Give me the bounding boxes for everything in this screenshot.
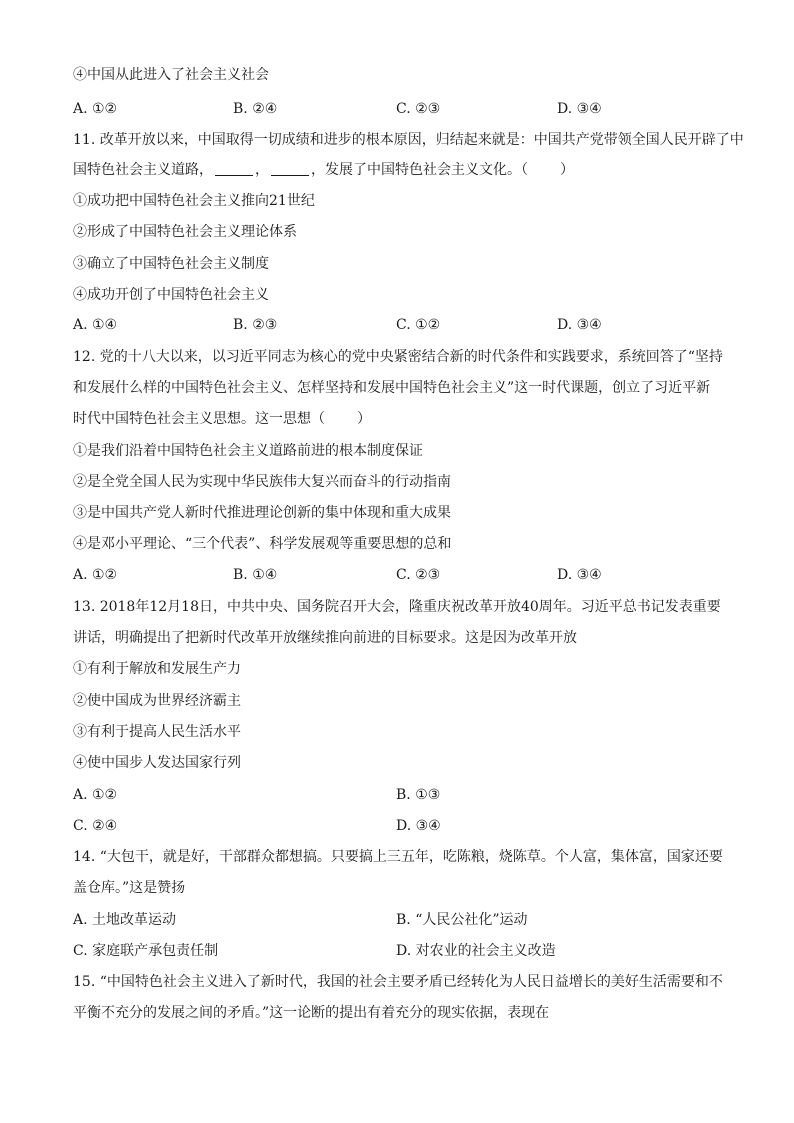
statement: ④是邓小平理论、“三个代表”、科学发展观等重要思想的总和	[73, 536, 452, 552]
question-15-stem-cont: 平衡不充分的发展之间的矛盾。”这一论断的提出有着充分的现实依据，表现在	[73, 1005, 550, 1021]
option-a: A. ①②	[73, 787, 118, 803]
option-c: C. ①②	[396, 317, 441, 333]
statement: ①成功把中国特色社会主义推向21世纪	[73, 193, 315, 209]
option-a: A. ①④	[73, 317, 118, 333]
answer-blank	[271, 161, 309, 176]
option-c: C. ②④	[73, 818, 118, 834]
statement: ①是我们沿着中国特色社会主义道路前进的根本制度保证	[73, 443, 423, 459]
option-d: D. ③④	[557, 317, 602, 333]
stem-text: 时代中国特色社会主义思想。这一思想（	[73, 411, 325, 427]
stem-text: ）	[357, 411, 371, 427]
option-c: C. ②③	[396, 101, 441, 117]
option-c: C. 家庭联产承包责任制	[73, 943, 219, 959]
stem-text: 国特色社会主义道路，	[73, 162, 213, 178]
statement: ②是全党全国人民为实现中华民族伟大复兴而奋斗的行动指南	[73, 474, 451, 490]
statement: ②形成了中国特色社会主义理论体系	[73, 224, 297, 240]
stem-text: ，发展了中国特色社会主义文化。（	[311, 162, 528, 178]
option-b: B. ①③	[396, 787, 441, 803]
option-d: D. ③④	[557, 101, 602, 117]
statement: ①有利于解放和发展生产力	[73, 661, 241, 677]
statement: ④使中国步人发达国家行列	[73, 755, 241, 771]
option-b: B. ②④	[233, 101, 278, 117]
question-11-stem-cont	[73, 161, 733, 179]
question-14-stem-cont: 盖仓库。”这是赞扬	[73, 880, 186, 896]
question-12-stem: 12. 党的十八大以来，以习近平同志为核心的党中央紧密结合新的时代条件和实践要求，系统回答了“坚持	[73, 349, 723, 365]
question-11-stem: 11. 改革开放以来，中国取得一切成绩和进步的根本原因，归结起来就是：中国共产党带领全国人民开辟了中	[73, 132, 744, 148]
question-15-stem: 15. “中国特色社会主义进入了新时代，我国的社会主要矛盾已经转化为人民日益增长的美好生活需要和不	[73, 974, 723, 990]
option-c: C. ②③	[396, 567, 441, 583]
question-12-stem-cont: 和发展什么样的中国特色社会主义、怎样坚持和发展中国特色社会主义”这一时代课题，创立了习近平新	[73, 380, 711, 396]
question-12-stem-cont	[73, 410, 733, 428]
option-d: D. 对农业的社会主义改造	[396, 943, 556, 959]
option-d: D. ③④	[396, 818, 441, 834]
option-a: A. ①②	[73, 101, 118, 117]
option-a: A. 土地改革运动	[73, 912, 177, 928]
question-13-stem: 13. 2018年12月18日，中共中央、国务院召开大会，隆重庆祝改革开放40周年。习近平总书记发表重要	[73, 599, 721, 615]
question-13-stem-cont: 讲话，明确提出了把新时代改革开放继续推向前进的目标要求。这是因为改革开放	[73, 630, 577, 646]
statement: ③有利于提高人民生活水平	[73, 724, 241, 740]
stem-text: ，	[255, 162, 269, 178]
statement: ④成功开创了中国特色社会主义	[73, 287, 269, 303]
option-b: B. “人民公社化”运动	[396, 912, 528, 928]
question-14-stem: 14. “大包干，就是好，干部群众都想搞。只要搞上三五年，吃陈粮，烧陈草。个人富，集体富，国家还要	[73, 849, 723, 865]
option-d: D. ③④	[557, 567, 602, 583]
statement: ③是中国共产党人新时代推进理论创新的集中体现和重大成果	[73, 505, 451, 521]
option-b: B. ②③	[233, 317, 278, 333]
statement: ④中国从此进入了社会主义社会	[73, 67, 269, 83]
option-a: A. ①②	[73, 567, 118, 583]
statement: ②使中国成为世界经济霸主	[73, 693, 241, 709]
answer-blank	[215, 161, 253, 176]
option-b: B. ①④	[233, 567, 278, 583]
statement: ③确立了中国特色社会主义制度	[73, 256, 269, 272]
stem-text: ）	[560, 162, 574, 178]
